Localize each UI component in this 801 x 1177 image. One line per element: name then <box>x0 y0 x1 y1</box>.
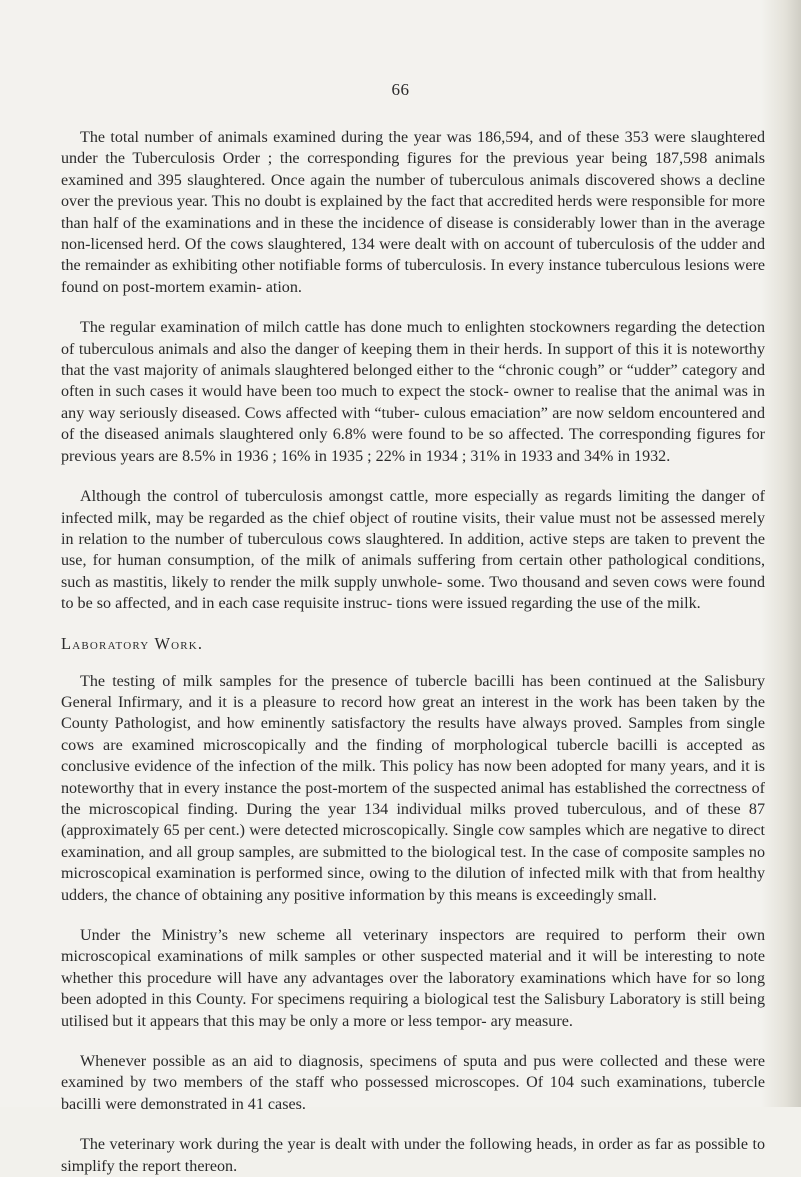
paragraph-sputa-and-pus <box>61 1051 765 1115</box>
paragraph-text: The testing of milk samples for the presence of tubercle bacilli has been continued at the Salisbury General Infirmary, and it is a pleasure to record how great an interest in the work has been taken by the County Pathologist, and how eminently satisfactory the results have always proved. Samples from single cows are examined microscopically and the finding of morphological tubercle bacilli is accepted as conclusive evidence of the infection of the milk. This policy has now been adopted for many years, and it is noteworthy that in every instance the post-mortem of the suspected animal has established the correctness of the microscopical finding. During the year 134 individual milks proved tuberculous, and of these 87 (approximately 65 per cent.) were detected microscopically. Single cow samples which are negative to direct examination, and all group samples, are submitted to the biological test. In the case of composite samples no microscopical examination is performed since, owing to the dilution of infected milk with that from healthy udders, the chance of obtaining any positive information by this means is exceedingly small. <box>61 672 765 904</box>
paragraph-tuberculosis-totals <box>61 127 765 298</box>
section-heading-laboratory-work: Laboratory Work. <box>61 633 204 653</box>
paragraph-text: Under the Ministry’s new scheme all veterinary inspectors are required to perform their own microscopical examinations of milk samples or other suspected material and it will be interesting to note whether this procedure will have any advantages over the laboratory examinations which have for so long been adopted in this County. For specimens requiring a biological test the Salisbury Laboratory is still being utilised but it appears that this may be only a more or less tempor- ary measure. <box>61 927 765 1030</box>
paragraph-milk-sample-testing <box>61 671 765 906</box>
paragraph-veterinary-work-heads <box>61 1134 765 1177</box>
paragraph-text: Although the control of tuberculosis amongst cattle, more especially as regards limiting the danger of infected milk, may be regarded as the chief object of routine visits, their value must not be assessed merely in relation to the number of tuberculous cows slaughtered. In addition, active steps are taken to prevent the use, for human consumption, of the milk of animals suffering from certain other pathological conditions, such as mastitis, likely to render the milk supply unwhole- some. Two thousand and seven cows were found to be so affected, and in each case requisite instruc- tions were issued regarding the use of the milk. <box>61 488 765 613</box>
page-number: 66 <box>391 80 410 99</box>
paragraph-text: The veterinary work during the year is dealt with under the following heads, in order as far as possible to simplify the report thereon. <box>61 1136 765 1175</box>
paragraph-milch-cattle-examination <box>61 317 765 467</box>
paragraph-text: The total number of animals examined during the year was 186,594, and of these 353 were slaughtered under the Tuberculosis Order ; the corresponding figures for the previous year being 187,598 animals examined and 395 slaughtered. Once again the number of tuberculous animals discovered shows a decline over the previous year. This no doubt is explained by the fact that accredited herds were responsible for more than half of the examinations and in these the incidence of disease is considerably lower than in the average non-licensed herd. Of the cows slaughtered, 134 were dealt with on account of tuberculosis of the udder and the remainder as exhibiting other notifiable forms of tuberculosis. In every instance tuberculous lesions were found on post-mortem examin- ation. <box>61 129 765 296</box>
paragraph-text: Whenever possible as an aid to diagnosis, specimens of sputa and pus were collected and these were examined by two members of the staff who possessed microscopes. Of 104 such examinations, tubercle bacilli were demonstrated in 41 cases. <box>61 1053 765 1113</box>
paragraph-control-of-tuberculosis <box>61 486 765 614</box>
paragraph-ministry-scheme <box>61 925 765 1032</box>
paragraph-text: The regular examination of milch cattle has done much to enlighten stockowners regarding the detection of tuberculous animals and also the danger of keeping them in their herds. In support of this it is noteworthy that the vast majority of animals slaughtered belonged either to the “chronic cough” or “udder” category and often in such cases it would have been too much to expect the stock- owner to realise that the animal was in any way seriously diseased. Cows affected with “tuber- culous emaciation” are now seldom encountered and of the diseased animals slaughtered only 6.8% were found to be so affected. The corresponding figures for previous years are 8.5% in 1936 ; 16% in 1935 ; 22% in 1934 ; 31% in 1933 and 34% in 1932. <box>61 319 765 465</box>
